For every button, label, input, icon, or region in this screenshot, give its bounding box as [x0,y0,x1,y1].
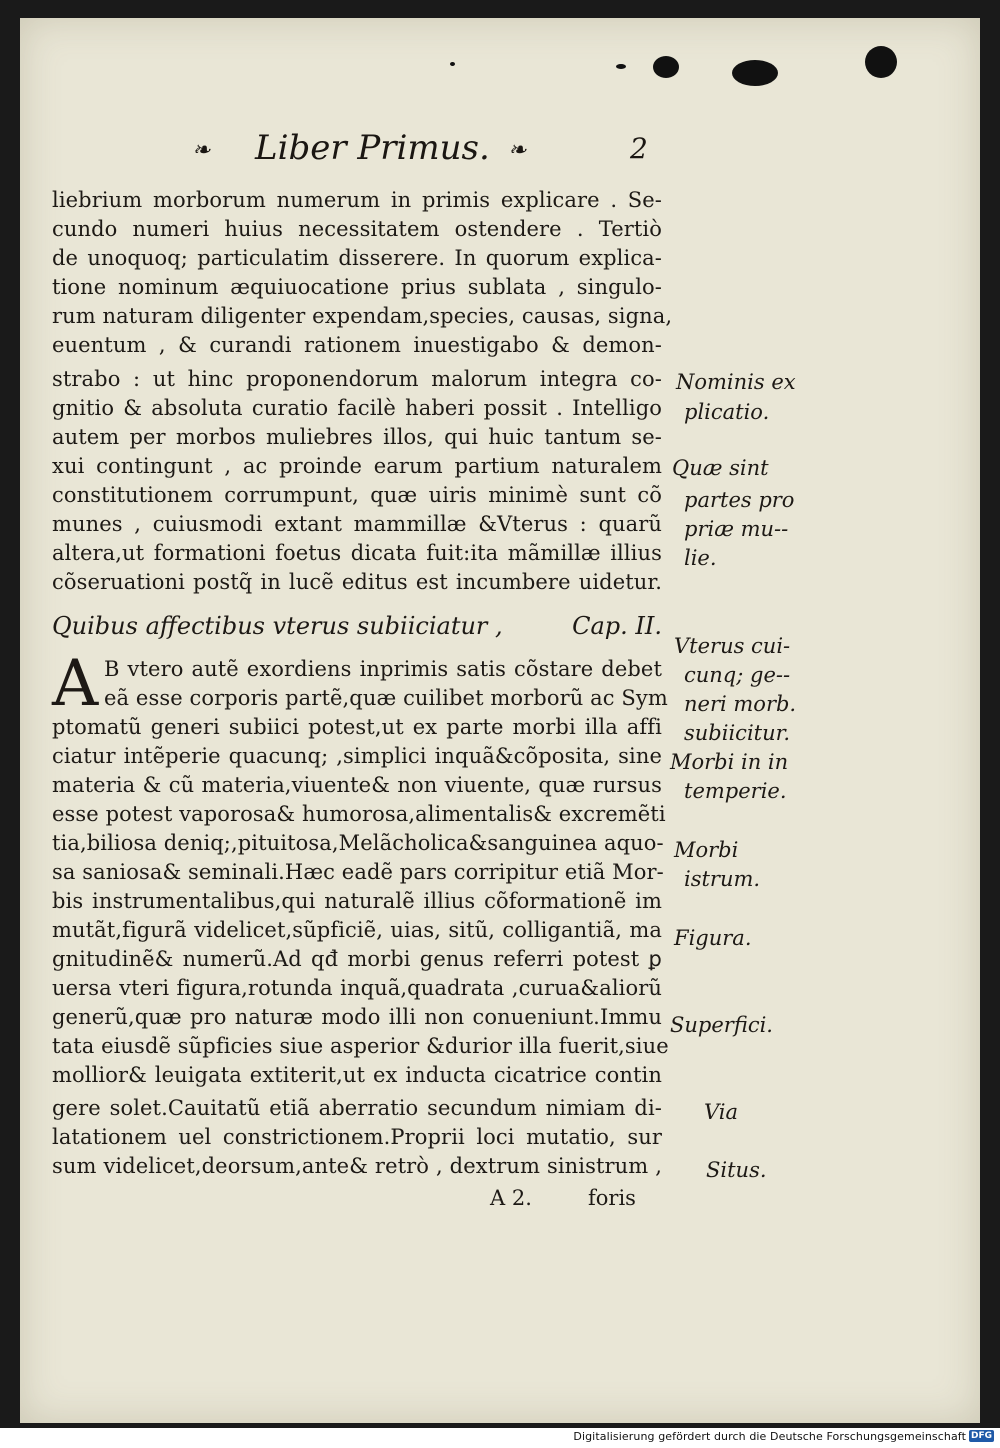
text-line: autem per morbos muliebres illos, qui huic tantum se- [52,425,662,449]
chapter-heading [52,612,662,640]
text-line: de unoquoq; particulatim disserere. In quorum explica- [52,246,662,270]
margin-note: Figura. [674,926,752,950]
text-line: gnitudinẽ& numerũ.Ad qđ morbi genus referri potest ꝑ [52,947,662,971]
signature-mark: A 2. [490,1186,532,1210]
margin-note: partes pro [684,488,795,512]
ink-blot [450,62,455,66]
text-line: gere solet.Cauitatũ etiã aberratio secundum nimiam di- [52,1096,662,1120]
chapter-title: Quibus affectibus vterus subiiciatur , [52,612,503,640]
margin-note: subiicitur. [684,721,791,745]
text-line: ciatur intẽperie quacunq; ,simplici inquã&cõposita, sine [52,744,662,768]
text-line: sa saniosa& seminali.Hæc eadẽ pars corripitur etiã Mor- [52,860,664,884]
text-line: esse potest vaporosa& humorosa,alimentalis& excremẽti [52,802,666,826]
text-line: mollior& leuigata extiterit,ut ex inducta cicatrice contin [52,1063,662,1087]
fleuron-ornament-right: ❧ [508,138,526,163]
text-line: tia,biliosa deniq;,pituitosa,Melãcholica&sanguinea aquo- [52,831,664,855]
text-line: gnitio & absoluta curatio facilè haberi possit . Intelligo [52,396,662,420]
margin-note: Morbi in in [670,750,789,774]
margin-note: Morbi [674,838,739,862]
margin-note: Nominis ex [676,370,796,394]
text-line: altera,ut formationi foetus dicata fuit:ita mãmillæ illius [52,541,662,565]
text-line: tione nominum æquiuocatione prius sublata , singulo- [52,275,662,299]
catchword: foris [588,1186,636,1210]
text-line: B vtero autẽ exordiens inprimis satis cõstare debet [104,657,662,681]
text-line: sum videlicet,deorsum,ante& retrò , dextrum sinistrum , [52,1154,662,1178]
chapter-number: Cap. II. [572,612,662,640]
margin-note: plicatio. [684,400,770,424]
margin-note: lie. [684,546,717,570]
margin-note: Superfici. [670,1013,773,1037]
text-line: eã esse corporis partẽ,quæ cuilibet morborũ ac Sym [104,686,668,710]
text-line: generũ,quæ pro naturæ modo illi non conueniunt.Immu [52,1005,662,1029]
margin-note: neri morb. [684,692,797,716]
footer-bar [0,1428,1000,1448]
text-line: tata eiusdẽ sũpficies siue asperior &durior illa fuerit,siue [52,1034,669,1058]
ink-blot [653,56,679,78]
text-line: rum naturam diligenter expendam,species, causas, signa, [52,304,673,328]
text-line: liebrium morborum numerum in primis explicare . Se- [52,188,662,212]
margin-note: Situs. [706,1158,767,1182]
funding-credit: Digitalisierung gefördert durch die Deutsche Forschungsgemeinschaft [573,1430,966,1443]
text-line: uersa vteri figura,rotunda inquã,quadrata ,curua&aliorũ [52,976,662,1000]
margin-note: Vterus cui- [674,634,791,658]
text-line: latationem uel constrictionem.Proprii loci mutatio, sur [52,1125,662,1149]
margin-note: Quæ sint [672,456,769,480]
dfg-logo: DFG [970,1431,992,1441]
ink-blot [865,46,897,78]
text-line: materia & cũ materia,viuente& non viuente, quæ rursus [52,773,662,797]
margin-note: priæ mu-- [684,517,789,541]
margin-note: Via [704,1100,739,1124]
fleuron-ornament-left: ❧ [192,138,210,163]
text-line: cundo numeri huius necessitatem ostendere . Tertiò [52,217,662,241]
running-title: Liber Primus. [255,128,490,168]
ink-blot [616,64,626,69]
text-line: xui contingunt , ac proinde earum partium naturalem [52,454,662,478]
margin-note: temperie. [684,779,787,803]
margin-note: istrum. [684,867,761,891]
text-line: strabo : ut hinc proponendorum malorum integra co- [52,367,662,391]
page-number: 2 [630,132,648,165]
text-line: mutãt,figurã videlicet,sũpficiẽ, uias, sitũ, colligantiã, ma [52,918,662,942]
text-line: cõseruationi postq̃ in lucẽ editus est incumbere uidetur. [52,570,662,594]
text-line: bis instrumentalibus,qui naturalẽ illius cõformationẽ im [52,889,662,913]
text-line: munes , cuiusmodi extant mammillæ &Vterus : quarũ [52,512,662,536]
ink-blot [732,60,778,86]
text-line: ptomatũ generi subiici potest,ut ex parte morbi illa affi [52,715,662,739]
drop-cap: A [52,647,99,721]
text-line: constitutionem corrumpunt, quæ uiris minimè sunt cõ [52,483,662,507]
text-line: euentum , & curandi rationem inuestigabo & demon- [52,333,662,357]
margin-note: cunq; ge-- [684,663,791,687]
